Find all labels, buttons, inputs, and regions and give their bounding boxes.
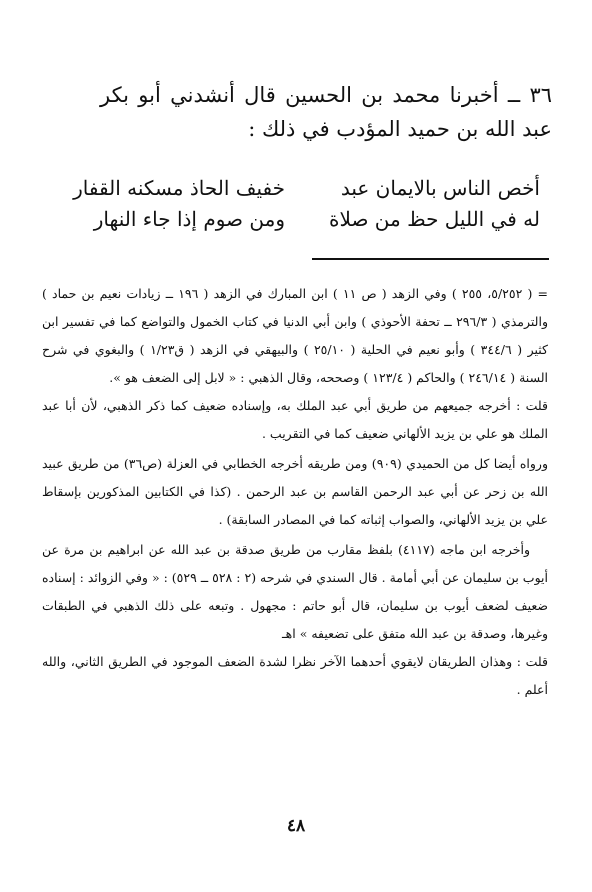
- page-number: ٤٨: [286, 816, 306, 836]
- hadith-body: أخبرنا محمد بن الحسين قال أنشدني أبو بكر عبد الله بن حميد المؤدب في ذلك :: [100, 83, 552, 141]
- footnotes: [42, 280, 548, 704]
- footnote-paragraph: = ( ٥/٢٥٢، ٢٥٥ ) وفي الزهد ( ص ١١ ) ابن المبارك في الزهد ( ١٩٦ ــ زيادات نعيم بن حماد ) والترمذي ( ٢٩٦/٣ ــ تحفة الأحوذي ) وابن أبي الدنيا في كتاب الخمول والتواضع كما في تفسير ابن كثير ( ٣٤٤/٦ ) وأبو نعيم في الحلية ( ٢٥/١٠ ) والبيهقي في الزهد ( ق١/٢٣ ) والبغوي في شرح السنة ( ٢٤٦/١٤ ) والحاكم ( ١٢٣/٤ ) وصححه، وقال الذهبي : « لابل إلى الضعف هو ».: [42, 286, 548, 385]
- footnote-paragraph: قلت : أخرجه جميعهم من طريق أبي عبد الملك به، وإسناده ضعيف كما ذكر الذهبي، لأن أبا عبد الملك هو علي بن يزيد الألهاني ضعيف كما في التقريب .: [42, 398, 548, 441]
- footnote-separator: [312, 258, 549, 260]
- footnote-paragraph: وأخرجه ابن ماجه (٤١١٧) بلفظ مقارب من طريق صدقة بن عبد الله عن ابراهيم بن مرة عن أيوب بن سليمان عن أبي أمامة . قال السندي في شرحه (٢ : ٥٢٨ ــ ٥٢٩) : « وفي الزوائد : إسناده ضعيف لضعف أيوب بن سليمان، قال أبو حاتم : مجهول . وتبعه على ذلك الذهبي في الطبقات وغيرها، وصدقة بن عبد الله متفق على تضعيفه » اهـ: [42, 542, 548, 641]
- footnote-paragraph: قلت : وهذان الطريقان لايقوي أحدهما الآخر نظرا لشدة الضعف الموجود في الطريق الثاني، والله أعلم .: [42, 654, 548, 697]
- hadith-dash: ــ: [507, 83, 521, 107]
- verse-second-hemistich: خفيف الحاذ مسكنه القفار: [73, 176, 285, 200]
- hadith-number: ٣٦: [529, 83, 552, 107]
- hadith-text: [100, 78, 552, 146]
- footnote-paragraph: ورواه أيضا كل من الحميدي (٩٠٩) ومن طريقه أخرجه الخطابي في العزلة (ص٣٦) من طريق عبيد الله بن زحر عن أبي عبد الرحمن القاسم بن عبد الرحمن . (كذا في الكتابين المذكورين بإسقاط علي بن يزيد الألهاني، والصواب إثباته كما في المصادر السابقة) .: [42, 456, 548, 527]
- verse-first-hemistich: له في الليل حظ من صلاة: [329, 207, 540, 231]
- verse-first-hemistich: أخص الناس بالايمان عبد: [340, 176, 540, 200]
- verse-second-hemistich: ومن صوم إذا جاء النهار: [93, 207, 285, 231]
